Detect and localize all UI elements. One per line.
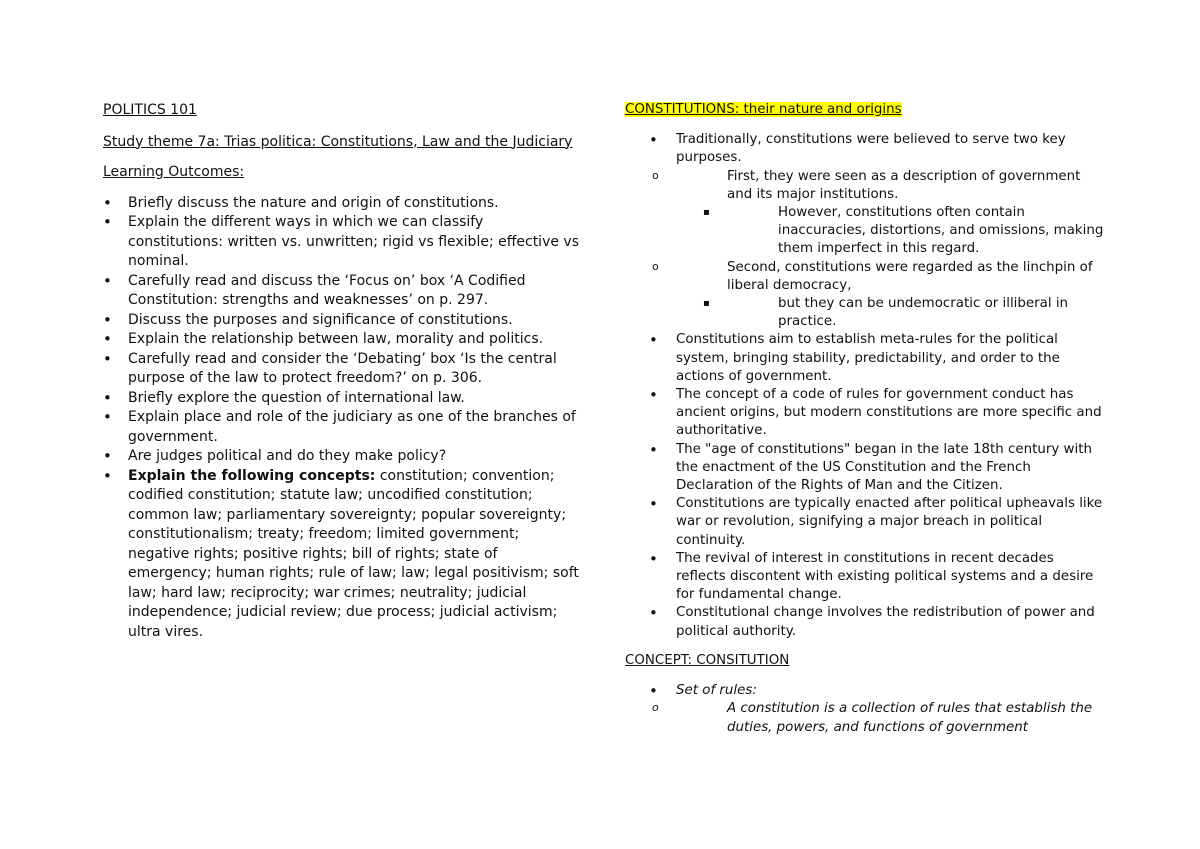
list-item: • The "age of constitutions" began in the late 18th century with the enactment of the US Constitution and the French Declaration of the Rights of Man and the Citizen. — [625, 441, 1105, 496]
concept-list — [625, 682, 1105, 737]
sub-item — [625, 259, 1105, 332]
sub-sub-item: ▪ However, constitutions often contain inaccuracies, distortions, and omissions, making them imperfect in this regard. — [676, 204, 1105, 259]
list-item: • Constitutions aim to establish meta-rules for the political system, bringing stability, predictability, and order to the actions of government. — [625, 331, 1105, 386]
sub-list — [625, 168, 1105, 332]
list-item: • Explain place and role of the judiciary as one of the branches of government. — [103, 408, 581, 447]
concept-item-label: Set of rules: — [676, 683, 757, 699]
section-heading — [625, 101, 1105, 119]
sub-item — [625, 168, 1105, 259]
concepts-lead: Explain the following concepts: — [128, 467, 376, 484]
list-item: • Briefly explore the question of international law. — [103, 389, 581, 409]
concept-item — [625, 682, 1105, 737]
list-item: • Explain the different ways in which we can classify constitutions: written vs. unwritten; rigid vs flexible; effective vs nominal. — [103, 213, 581, 272]
list-item: • Carefully read and consider the ‘Debating’ box ‘Is the central purpose of the law to protect freedom?’ on p. 306. — [103, 350, 581, 389]
outcomes-list — [103, 194, 581, 643]
list-item: • Constitutions are typically enacted after political upheavals like war or revolution, signifying a major breach in political continuity. — [625, 495, 1105, 550]
right-column — [625, 101, 1105, 737]
course-title: POLITICS 101 — [103, 102, 197, 118]
list-item — [625, 131, 1105, 331]
sub-sub-list — [676, 204, 1105, 259]
list-item: • Are judges political and do they make policy? — [103, 447, 581, 467]
list-item: • Briefly discuss the nature and origin of constitutions. — [103, 194, 581, 214]
concepts-item — [103, 467, 581, 643]
nature-list — [625, 131, 1105, 641]
list-item: • Carefully read and discuss the ‘Focus on’ box ‘A Codified Constitution: strengths and weaknesses’ on p. 297. — [103, 272, 581, 311]
list-item: • Constitutional change involves the redistribution of power and political authority. — [625, 604, 1105, 640]
theme-title: Study theme 7a: Trias politica: Constitutions, Law and the Judiciary — [103, 133, 573, 150]
list-item: • The revival of interest in constitutions in recent decades reflects discontent with existing political systems and a desire for fundamental change. — [625, 550, 1105, 605]
concept-definition: o A constitution is a collection of rules that establish the duties, powers, and functions of government — [625, 700, 1105, 736]
second-purpose: Second, constitutions were regarded as the linchpin of liberal democracy, — [727, 259, 1093, 293]
outcomes-heading: Learning Outcomes: — [103, 164, 245, 180]
sub-sub-list — [676, 295, 1105, 331]
purposes-text: Traditionally, constitutions were believed to serve two key purposes. — [676, 132, 1066, 166]
list-item: • Discuss the purposes and significance of constitutions. — [103, 311, 581, 331]
section-heading-text: CONSTITUTIONS: their nature and origins — [625, 102, 902, 117]
list-item: • The concept of a code of rules for government conduct has ancient origins, but modern constitutions are more specific and authoritative. — [625, 386, 1105, 441]
left-column — [103, 101, 581, 642]
concepts-list: constitution; convention; codified constitution; statute law; uncodified constitution; common law; parliamentary sovereignty; popular sovereignty; constitutionalism; treaty; freedom; limited government; negative rights; positive rights; bill of rights; state of emergency; human rights; rule of law; law; legal positivism; soft law; hard law; reciprocity; war crimes; neutrality; judicial independence; judicial review; due process; judicial activism; ultra vires. — [128, 467, 579, 640]
concept-heading: CONCEPT: CONSITUTION — [625, 652, 790, 668]
sub-sub-item: ▪ but they can be undemocratic or illiberal in practice. — [676, 295, 1105, 331]
list-item: • Explain the relationship between law, morality and politics. — [103, 330, 581, 350]
first-purpose: First, they were seen as a description of government and its major institutions. — [727, 168, 1081, 202]
concept-sub-list — [625, 700, 1105, 736]
